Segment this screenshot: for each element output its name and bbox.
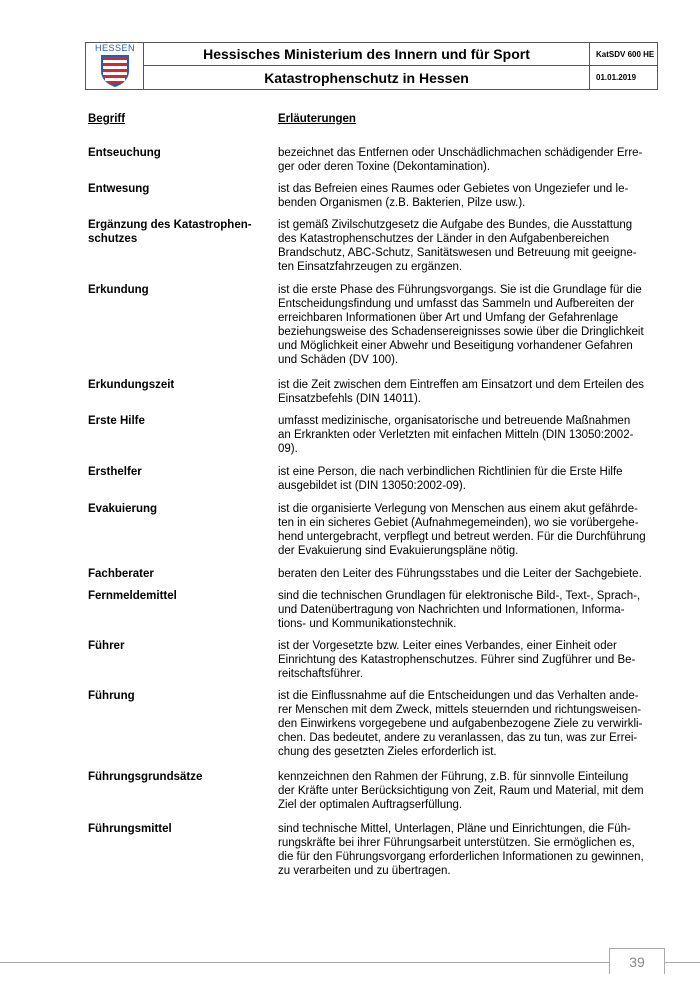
- definition-line: bezeichnet das Entfernen oder Unschädlichmachen schädigender Erre-: [278, 147, 643, 159]
- glossary-term: Führung: [88, 690, 135, 702]
- definition-line: ten in ein sicheres Gebiet (Aufnahmegemeinden), wo sie vorübergehe-: [278, 517, 639, 529]
- definition-line: hend untergebracht, verpflegt und betreut werden. Für die Durchführung: [278, 531, 646, 543]
- definition-line: ist gemäß Zivilschutzgesetz die Aufgabe des Bundes, die Ausstattung: [278, 219, 633, 231]
- definition-line: Entscheidungsfindung und umfasst das Sammeln und Aufbereiten der: [278, 298, 635, 310]
- glossary-term: Fernmeldemittel: [88, 590, 177, 602]
- footer-divider: [0, 962, 700, 963]
- document-header: [85, 42, 658, 90]
- definition-line: ist die Einflussnahme auf die Entscheidungen und das Verhalten ande-: [278, 690, 639, 702]
- column-header-definition: Erläuterungen: [278, 113, 356, 125]
- definition-line: rer Menschen mit dem Zweck, mittels steuernden und richtungsweisen-: [278, 704, 642, 716]
- definition-line: ist das Befreien eines Raumes oder Gebietes von Ungeziefer und le-: [278, 183, 629, 195]
- definition-line: ist der Vorgesetzte bzw. Leiter eines Verbandes, einer Einheit oder: [278, 640, 617, 652]
- glossary-definition: [278, 146, 658, 174]
- definition-line: und Schäden (DV 100).: [278, 354, 399, 366]
- definition-line: der Kräfte unter Berücksichtigung von Zeit, Raum und Material, mit dem: [278, 785, 644, 797]
- definition-line: ist die Zeit zwischen dem Eintreffen am Einsatzort und dem Erteilen des: [278, 379, 645, 391]
- glossary-term: Entwesung: [88, 183, 150, 195]
- glossary-definition: [278, 182, 658, 210]
- definition-line: rungskräfte bei ihrer Führungsarbeit unterstützen. Sie ermöglichen es,: [278, 837, 635, 849]
- document-id: KatSDV 600 HE: [590, 43, 657, 66]
- glossary-definition: [278, 689, 658, 759]
- column-header-term: Begriff: [88, 113, 126, 125]
- definition-line: tions- und Kommunikationstechnik.: [278, 618, 457, 630]
- page-number: 39: [609, 948, 665, 974]
- glossary-definition: [278, 465, 658, 493]
- glossary-definition: [278, 567, 658, 581]
- definition-line: Ziel der optimalen Auftragserfüllung.: [278, 799, 463, 811]
- definition-line: benden Organismen (z.B. Bakterien, Pilze usw.).: [278, 197, 526, 209]
- glossary-definition: [278, 218, 658, 274]
- definition-line: ger oder deren Toxine (Dekontamination).: [278, 161, 491, 173]
- document-date: 01.01.2019: [596, 73, 637, 82]
- glossary-term: Führungsmittel: [88, 823, 172, 835]
- definition-line: des Katastrophenschutzes der Länder in den Aufgabenbereichen: [278, 233, 610, 245]
- definition-line: an Erkrankten oder Verletzten mit einfachen Mitteln (DIN 13050:2002-: [278, 429, 634, 441]
- glossary-term: Entseuchung: [88, 147, 161, 159]
- glossary-definition: [278, 414, 658, 456]
- definition-line: ist die erste Phase des Führungsvorgangs. Sie ist die Grundlage für die: [278, 284, 642, 296]
- definition-line: beziehungsweise des Schadensereignisses sowie über die Dringlichkeit: [278, 326, 644, 338]
- ministry-title: Hessisches Ministerium des Innern und für Sport: [144, 43, 590, 66]
- glossary-term: Ergänzung des Katastrophen- schutzes: [88, 219, 252, 245]
- document-subtitle: Katastrophenschutz in Hessen: [144, 66, 590, 89]
- glossary-term: Erkundung: [88, 284, 149, 296]
- definition-line: ist die organisierte Verlegung von Menschen aus einem akut gefährde-: [278, 503, 638, 515]
- glossary-definition: [278, 502, 658, 558]
- glossary-definition: [278, 639, 658, 681]
- definition-line: chen. Das bedeutet, andere zu veranlassen, das zu tun, was zur Errei-: [278, 732, 638, 744]
- definition-line: ist eine Person, die nach verbindlichen Richtlinien für die Erste Hilfe: [278, 466, 623, 478]
- definition-line: und Datenübertragung von Nachrichten und Informationen, Informa-: [278, 604, 625, 616]
- definition-line: Einsatzbefehls (DIN 14011).: [278, 393, 421, 405]
- definition-line: Brandschutz, ABC-Schutz, Sanitätswesen und Betreuung mit geeigne-: [278, 247, 637, 259]
- logo-text: HESSEN: [94, 43, 135, 53]
- glossary-definition: [278, 589, 658, 631]
- glossary-term: Ersthelfer: [88, 466, 142, 478]
- glossary-term: Führer: [88, 640, 125, 652]
- glossary-definition: [278, 770, 658, 812]
- glossary-term: Führungsgrundsätze: [88, 771, 203, 783]
- hessen-logo: [86, 43, 144, 89]
- glossary-term: Evakuierung: [88, 503, 158, 515]
- definition-line: sind die technischen Grundlagen für elektronische Bild-, Text-, Sprach-,: [278, 590, 641, 602]
- definition-line: 09).: [278, 443, 298, 455]
- glossary-definition: [278, 822, 658, 878]
- definition-line: kennzeichnen den Rahmen der Führung, z.B. für sinnvolle Einteilung: [278, 771, 629, 783]
- definition-line: und Möglichkeit einer Abwehr und Beseitigung vorhandener Gefahren: [278, 340, 633, 352]
- definition-line: chung des gesetzten Zieles erforderlich ist.: [278, 746, 497, 758]
- glossary-term: Erkundungszeit: [88, 379, 175, 391]
- definition-line: erreichbaren Informationen über Art und Umfang der Gefahrenlage: [278, 312, 619, 324]
- definition-line: umfasst medizinische, organisatorische und betreuende Maßnahmen: [278, 415, 631, 427]
- glossary-definition: [278, 378, 658, 406]
- definition-line: ausgebildet ist (DIN 13050:2002-09).: [278, 480, 466, 492]
- glossary-term: Erste Hilfe: [88, 415, 145, 427]
- glossary-term: Fachberater: [88, 568, 154, 580]
- definition-line: Einrichtung des Katastrophenschutzes. Führer sind Zugführer und Be-: [278, 654, 636, 666]
- definition-line: der Evakuierung sind Evakuierungspläne nötig.: [278, 545, 519, 557]
- glossary-definition: [278, 283, 658, 367]
- definition-line: zu verarbeiten und zu übertragen.: [278, 865, 451, 877]
- hessen-lion-crest-icon: [99, 53, 131, 89]
- definition-line: sind technische Mittel, Unterlagen, Pläne und Einrichtungen, die Füh-: [278, 823, 631, 835]
- definition-line: reitschaftsführer.: [278, 668, 364, 680]
- definition-line: ten Einsatzfahrzeugen zu ergänzen.: [278, 261, 463, 273]
- definition-line: den Einwirkens vorgegebene und aufgabenbezogene Ziele zu verwirkli-: [278, 718, 643, 730]
- definition-line: beraten den Leiter des Führungsstabes und die Leiter der Sachgebiete.: [278, 568, 642, 580]
- definition-line: die für den Führungsvorgang erforderlichen Informationen zu gewinnen,: [278, 851, 644, 863]
